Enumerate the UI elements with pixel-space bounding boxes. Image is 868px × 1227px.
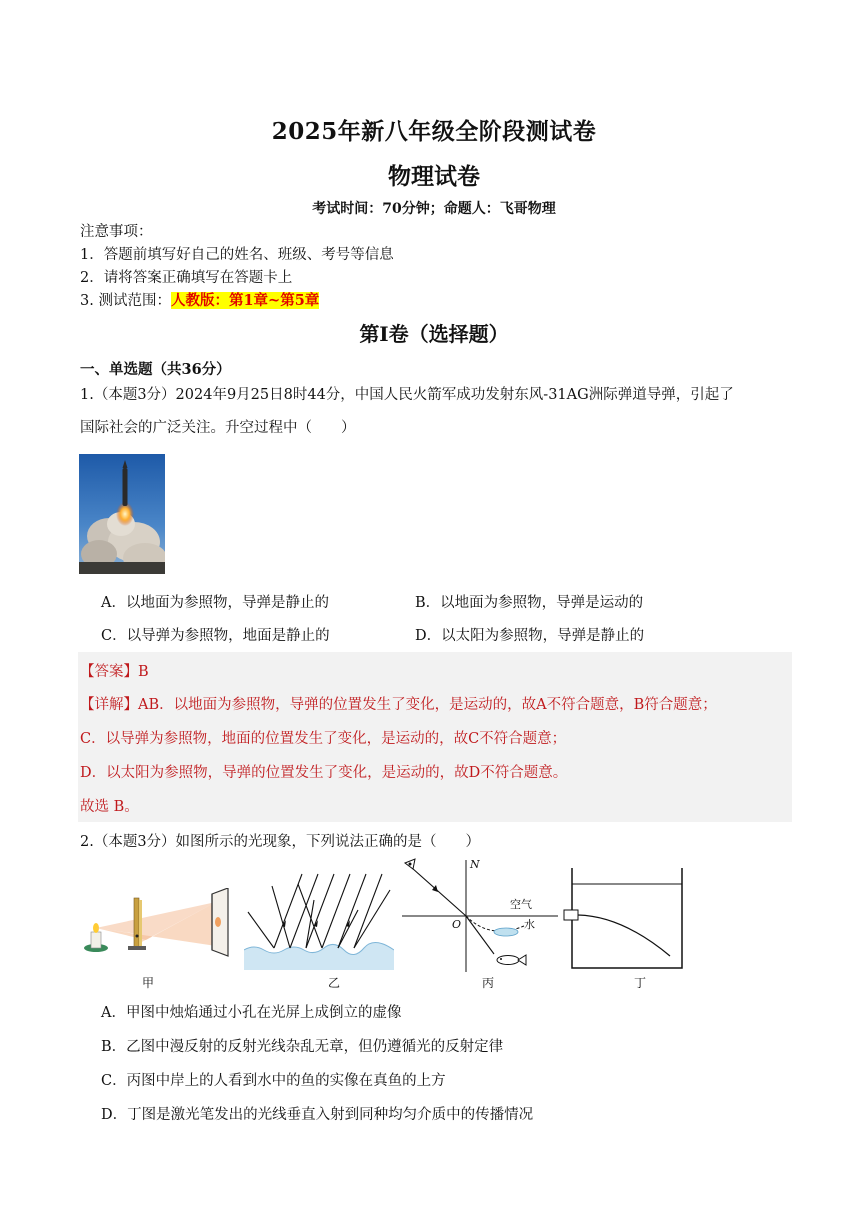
note-item-3 [80,289,319,310]
water-label: 水 [524,918,535,931]
notes-heading: 注意事项： [80,224,153,240]
q2-option-d: D．丁图是激光笔发出的光线垂直入射到同种均匀介质中的传播情况 [101,1107,534,1123]
q1-conclusion: 故选 B。 [80,799,139,815]
q1-option-c: C．以导弹为参照物，地面是静止的 [101,628,330,644]
note-item-2: 2．请将答案正确填写在答题卡上 [80,270,293,286]
figure-label-jia: 甲 [141,976,154,990]
figure-label-ding: 丁 [633,976,646,990]
q2-option-a: A．甲图中烛焰通过小孔在光屏上成倒立的虚像 [101,1005,402,1021]
figure-yi-diffuse-reflection [244,870,394,970]
note-item-3-prefix: 3. 测试范围： [80,293,171,309]
note-item-1: 1．答题前填写好自己的姓名、班级、考号等信息 [80,247,394,263]
figure-bing-refraction [400,856,560,974]
test-scope-highlight: 人教版：第1章~第5章 [170,292,320,309]
section-title: 第I卷（选择题） [359,322,509,346]
q1-answer: 【答案】B [80,664,149,680]
q2-option-b: B．乙图中漫反射的反射光线杂乱无章，但仍遵循光的反射定律 [101,1039,504,1055]
q2-stem: 2.（本题3分）如图所示的光现象，下列说法正确的是（ ） [80,834,481,850]
q1-stem-line1: 1.（本题3分）2024年9月25日8时44分，中国人民火箭军成功发射东风-31AG洲际弹道导弹，引起了 [80,387,734,403]
exam-info: 考试时间：70分钟；命题人：飞哥物理 [312,201,556,217]
figure-ding-laser-container [562,864,692,970]
q1-option-d: D．以太阳为参照物，导弹是静止的 [415,628,645,644]
q1-analysis-line1: 【详解】AB．以地面为参照物，导弹的位置发生了变化，是运动的，故A不符合题意，B符合题意； [80,697,717,713]
normal-label: N [470,858,480,871]
q1-option-b: B．以地面为参照物，导弹是运动的 [415,595,644,611]
figure-jia-pinhole [78,888,238,960]
subject-title: 物理试卷 [388,163,480,190]
q1-analysis-line2: C．以导弹为参照物，地面的位置发生了变化，是运动的，故C不符合题意； [80,731,567,747]
q2-option-c: C．丙图中岸上的人看到水中的鱼的实像在真鱼的上方 [101,1073,446,1089]
q1-option-a: A．以地面为参照物，导弹是静止的 [101,595,329,611]
q1-analysis-line3: D．以太阳为参照物，导弹的位置发生了变化，是运动的，故D不符合题意。 [80,765,568,781]
origin-label: O [452,918,462,931]
figure-label-yi: 乙 [327,976,340,990]
air-label: 空气 [510,898,532,911]
figure-label-bing: 丙 [481,976,494,990]
missile-launch-image [79,454,165,574]
q1-stem-line2: 国际社会的广泛关注。升空过程中（ ） [80,420,356,436]
exam-title: 2025年新八年级全阶段测试卷 [271,118,597,145]
part-heading: 一、单选题（共36分） [80,361,231,378]
